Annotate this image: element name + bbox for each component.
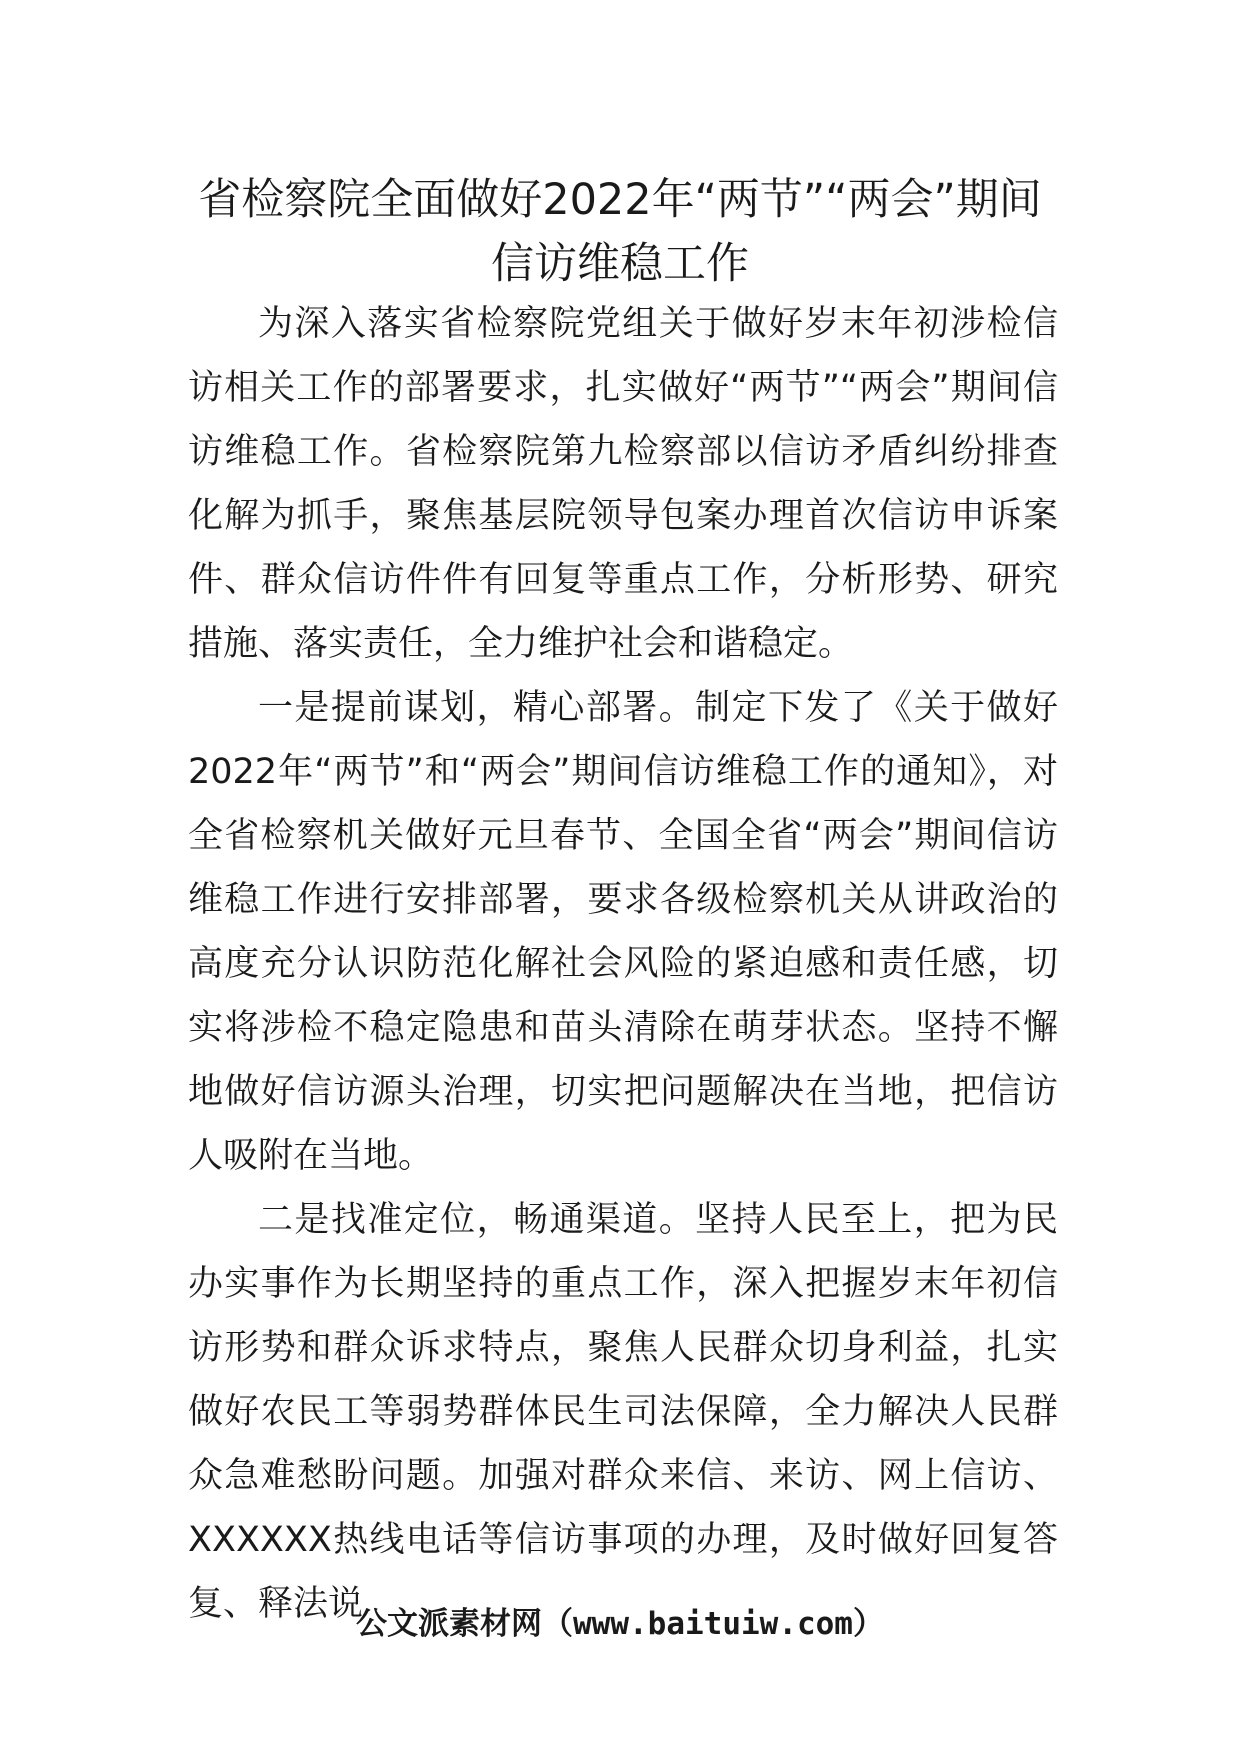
footer-watermark: 公文派素材网（www.baituiw.com）: [356, 1606, 884, 1642]
paragraph-section-1: 一是提前谋划，精心部署。制定下发了《关于做好2022年“两节”和“两会”期间信访维稳工作的通知》，对全省检察机关做好元旦春节、全国全省“两会”期间信访维稳工作进行安排部署，要求各级检察机关从讲政治的高度充分认识防范化解社会风险的紧迫感和责任感，切实将涉检不稳定隐患和苗头清除在萌芽状态。坚持不懈地做好信访源头治理，切实把问题解决在当地，把信访人吸附在当地。: [188, 688, 1058, 1176]
document-title: 省检察院全面做好2022年“两节”“两会”期间信访维稳工作: [198, 175, 1042, 289]
paragraph-section-2: 二是找准定位，畅通渠道。坚持人民至上，把为民办实事作为长期坚持的重点工作，深入把握岁末年初信访形势和群众诉求特点，聚焦人民群众切身利益，扎实做好农民工等弱势群体民生司法保障，全力解决人民群众急难愁盼问题。加强对群众来信、来访、网上信访、XXXXXX热线电话等信访事项的办理，及时做好回复答复、释法说: [188, 1200, 1058, 1624]
document-body: [188, 292, 1058, 1636]
paragraph-intro: 为深入落实省检察院党组关于做好岁末年初涉检信访相关工作的部署要求，扎实做好“两节”“两会”期间信访维稳工作。省检察院第九检察部以信访矛盾纠纷排查化解为抓手，聚焦基层院领导包案办理首次信访申诉案件、群众信访件件有回复等重点工作，分析形势、研究措施、落实责任，全力维护社会和谐稳定。: [188, 304, 1058, 664]
